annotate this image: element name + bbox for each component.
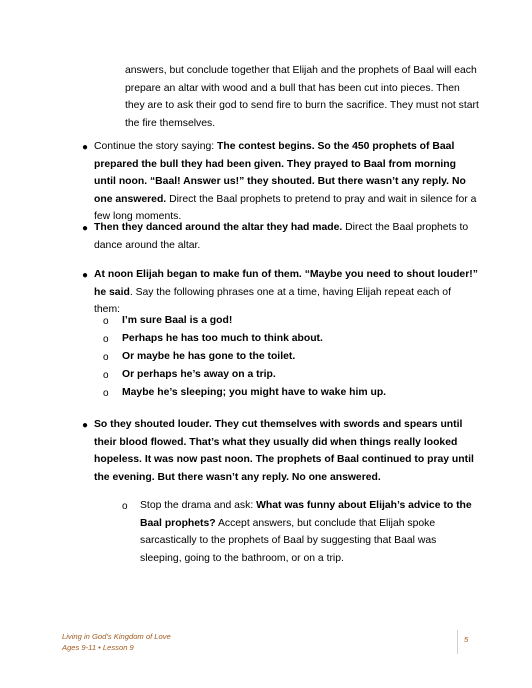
- bold-text: Then they danced around the altar they had made.: [94, 222, 343, 233]
- sub-bullet-marker: o: [103, 370, 109, 381]
- page-number: 5: [464, 635, 469, 644]
- continued-paragraph: answers, but conclude together that Elijah and the prophets of Baal will each prepare an altar with wood and a bull that has been cut into pieces. Then they are to ask their god to send fire to burn the sacrifice. They must not start the fire themselves.: [125, 65, 479, 129]
- plain-text: Direct the Baal prophets to pretend to pray and wait in silence for a few long moments.: [94, 193, 477, 223]
- sub-bullet-marker: o: [103, 316, 109, 327]
- phrase-item: Perhaps he has too much to think about.: [122, 333, 323, 344]
- plain-text: Stop the drama and ask:: [140, 500, 257, 511]
- sub-bullet-marker: o: [103, 388, 109, 399]
- sub-bullet-marker: o: [103, 352, 109, 363]
- paragraph-shouted-louder: So they shouted louder. They cut themselves with swords and spears until their blood flowed. That’s what they usually did when things really looked hopeless. It was now past noon. The prophets of Baal continued to pray until the evening. But there wasn’t any reply. No one answered.: [94, 419, 474, 483]
- paragraph-elijah-mocks: [94, 266, 478, 319]
- sub-bullet-marker: o: [103, 334, 109, 345]
- paragraph-contest-begins: [94, 138, 478, 226]
- sub-bullet-marker: o: [122, 501, 128, 512]
- bold-text: At noon Elijah began to make fun of them. “Maybe you need to shout louder!” he said: [94, 269, 478, 298]
- bullet-marker: ●: [82, 420, 89, 431]
- footer-divider: [457, 630, 458, 654]
- bullet-marker: ●: [82, 142, 89, 153]
- phrase-item: Or perhaps he’s away on a trip.: [122, 369, 276, 380]
- plain-text: . Say the following phrases one at a time, having Elijah repeat each of them:: [94, 286, 451, 316]
- footer-title: [62, 631, 171, 653]
- paragraph-stop-drama: [140, 497, 480, 567]
- phrase-item: I’m sure Baal is a god!: [122, 315, 233, 326]
- phrase-item: Maybe he’s sleeping; you might have to wake him up.: [122, 387, 387, 398]
- plain-text: Direct the Baal prophets to dance around the altar.: [94, 222, 469, 251]
- footer-lesson-info: Ages 9-11 • Lesson 9: [62, 643, 134, 652]
- plain-text: Continue the story saying:: [94, 141, 218, 152]
- footer-series-title: Living in God’s Kingdom of Love: [62, 632, 171, 641]
- plain-text: Accept answers, but conclude that Elijah spoke sarcastically to the prophets of Baal by suggesting that Baal was sleeping, going to the bathroom, or on a trip.: [140, 517, 437, 564]
- phrase-item: Or maybe he has gone to the toilet.: [122, 351, 296, 362]
- paragraph-danced: [94, 219, 478, 254]
- bold-text: What was funny about Elijah’s advice to the Baal prophets?: [140, 500, 472, 529]
- bullet-marker: ●: [82, 223, 89, 234]
- bullet-marker: ●: [82, 270, 89, 281]
- bold-text: The contest begins. So the 450 prophets of Baal prepared the bull they had been given. They prayed to Baal from morning until noon. “Baal! Answer us!” they shouted. But there wasn’t any reply. No one answered.: [94, 141, 466, 205]
